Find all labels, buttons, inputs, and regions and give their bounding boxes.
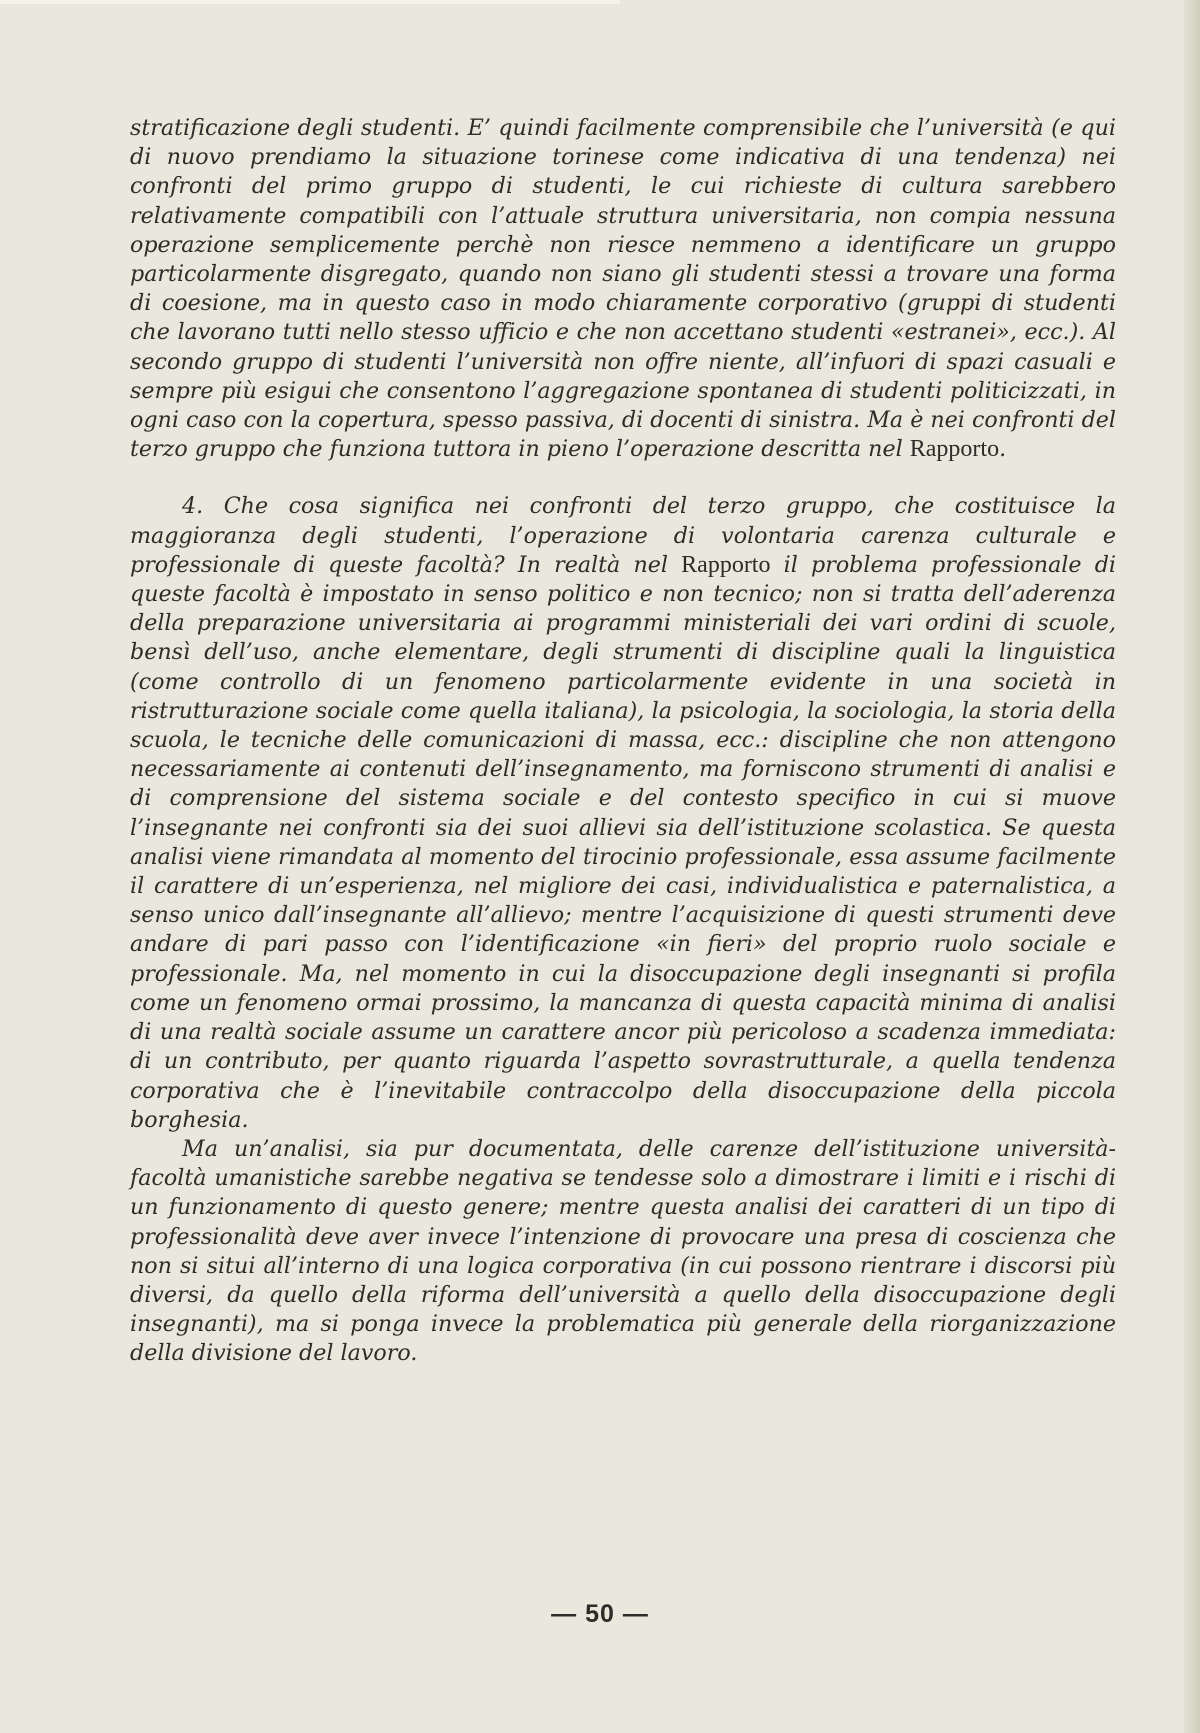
page-right-edge [1184,0,1200,1733]
page-number: — 50 — [551,1600,649,1628]
page-top-edge [0,0,620,4]
paragraph-3-text: Ma un’analisi, sia pur documentata, delle carenze dell’istituzione università-facoltà umanistiche sarebbe negativa se tendesse solo a dimostrare i limiti e i rischi di un funzionamento di questo genere; mentre questa analisi dei caratteri di un tipo di professionalità deve aver invece l’intenzione di provocare una presa di coscienza che non si situi all’interno di una logica corporativa (in cui possono rientrare i discorsi più diversi, da quello della riforma dell’università a quello della disoccupazione degli insegnanti), ma si ponga invece la problematica più generale della riorganizzazione della divisione del lavoro. [130,1135,1116,1367]
paragraph-1-text: stratificazione degli studenti. E’ quindi facilmente comprensibile che l’università (e qui di nuovo prendiamo la situazione torinese come indicativa di una tendenza) nei confronti del primo gruppo di studenti, le cui richieste di cultura sarebbero relativamente compatibili con l’attuale struttura universitaria, non compia nessuna operazione semplicemente perchè non riesce nemmeno a identificare un gruppo particolarmente disgregato, quando non siano gli studenti stessi a trovare una forma di coesione, ma in questo caso in modo chiaramente corporativo (gruppi di studenti che lavorano tutti nello stesso ufficio e che non accettano studenti «estranei», ecc.). Al secondo gruppo di studenti l’università non offre niente, all’infuori di spazi casuali e sempre più esigui che consentono l’aggregazione spontanea di studenti politicizzati, in ogni caso con la copertura, spesso passiva, di docenti di sinistra. Ma è nei confronti del terzo gruppo che funziona tuttora in pieno l’operazione descritta nel [130,115,1116,463]
paragraph-2-rest: il problema professionale di queste facoltà è impostato in senso politico e non tecnico; non si tratta dell’aderenza della preparazione universitaria ai programmi ministeriali dei vari ordini di scuole, bensì dell’uso, anche elementare, degli strumenti di discipline quali la linguistica (come controllo di un fenomeno particolarmente evidente in una società in ristrutturazione sociale come quella italiana), la psicologia, la sociologia, la storia della scuola, le tecniche delle comunicazioni di massa, ecc.: discipline che non attengono necessariamente ai contenuti dell’insegnamento, ma forniscono strumenti di analisi e di comprensione del sistema sociale e del contesto specifico in cui si muove l’insegnante nei confronti sia dei suoi allievi sia dell’istituzione scolastica. Se questa analisi viene rimandata al momento del tirocinio professionale, essa assume facilmente il carattere di un’esperienza, nel migliore dei casi, individualistica e paternalistica, a senso unico dall’insegnante all’allievo; mentre l’acquisizione di questi strumenti deve andare di pari passo con l’identificazione «in fieri» del proprio ruolo sociale e professionale. Ma, nel momento in cui la disoccupazione degli insegnanti si profila come un fenomeno ormai prossimo, la mancanza di questa capacità minima di analisi di una realtà sociale assume un carattere ancor più pericoloso a scadenza immediata: di un contributo, per quanto riguarda l’aspetto sovrastrutturale, a quella tendenza corporativa che è l’inevitabile contraccolpo della disoccupazione della piccola borghesia. [130,551,1116,1133]
paragraph-2-text: 4. Che cosa significa nei confronti del terzo gruppo, che costituisce la maggioranza degli studenti, l’operazione di volontaria carenza culturale e professionale di queste facoltà? In realtà nel [130,493,1116,578]
rapporto-title-ref: Rapporto [909,436,1000,463]
rapporto-title-ref: Rapporto [681,551,771,578]
body-text [130,114,1116,1369]
paragraph-2 [130,492,1116,1134]
paragraph-1-end: . [999,436,1007,463]
paragraph-3 [130,1135,1116,1369]
paragraph-1 [130,114,1116,464]
